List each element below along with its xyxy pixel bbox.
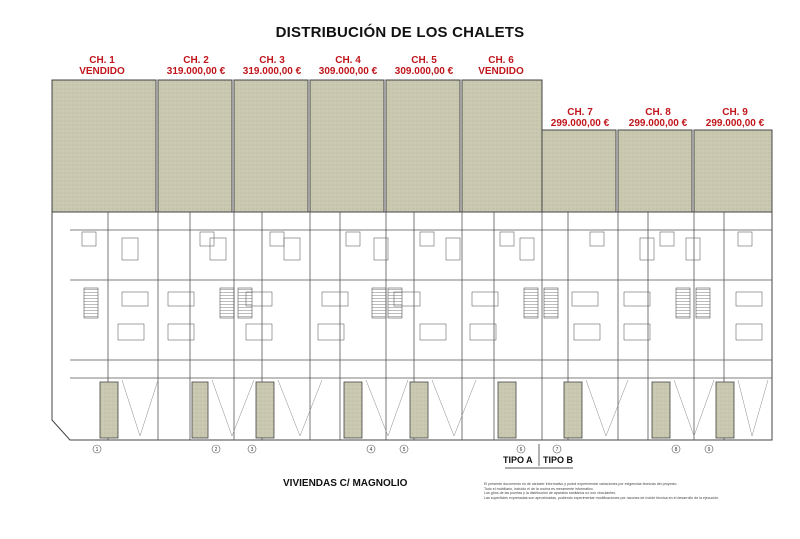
marker-3: 3	[250, 447, 254, 453]
lot-price: 299.000,00 €	[550, 118, 610, 129]
lot-price: 299.000,00 €	[705, 118, 765, 129]
driveways	[122, 380, 768, 436]
tipo-a-label: TIPO A	[503, 455, 533, 465]
garden-lot-6	[462, 80, 542, 212]
note-line: El presente documento es de carácter informativo y podrá experimentar variaciones por exigencias técnicas del proyecto.	[484, 482, 678, 486]
lot-status: VENDIDO	[79, 66, 125, 77]
garden-lot-9	[694, 130, 772, 212]
lot-name: CH. 6	[488, 55, 514, 66]
rear-gardens	[52, 80, 772, 212]
garden-lot-8	[618, 130, 692, 212]
marker-5: 5	[402, 447, 406, 453]
garden-lot-5	[386, 80, 460, 212]
lot-status: VENDIDO	[478, 66, 524, 77]
lot-name: CH. 9	[722, 107, 748, 118]
garden-lot-1	[52, 80, 156, 212]
marker-8: 8	[674, 447, 678, 453]
lot-name: CH. 8	[645, 107, 671, 118]
street-label: VIVIENDAS C/ MAGNOLIO	[283, 478, 408, 489]
lot-name: CH. 3	[259, 55, 285, 66]
marker-9: 9	[707, 447, 711, 453]
garden-lot-4	[310, 80, 384, 212]
tipo-b-label: TIPO B	[543, 455, 574, 465]
lot-price: 309.000,00 €	[318, 66, 378, 77]
garden-lot-2	[158, 80, 232, 212]
lot-price: 319.000,00 €	[166, 66, 226, 77]
lot-name: CH. 1	[89, 55, 115, 66]
front-yards	[100, 382, 734, 438]
marker-1: 1	[95, 447, 99, 453]
marker-4: 4	[369, 447, 373, 453]
furniture	[82, 232, 762, 340]
lot-name: CH. 7	[567, 107, 593, 118]
lot-name: CH. 4	[335, 55, 361, 66]
lot-name: CH. 5	[411, 55, 437, 66]
marker-6: 6	[519, 447, 523, 453]
house-marker-numbers	[96, 447, 711, 453]
page-title: DISTRIBUCIÓN DE LOS CHALETS	[275, 24, 525, 41]
stairs	[84, 288, 710, 318]
note-line: Las superficies expresadas son aproximadas, pudiendo experimentar modificaciones por razones de índole técnica en el desarrollo de la ejecución.	[484, 495, 720, 500]
marker-7: 7	[555, 447, 559, 453]
lot-name: CH. 2	[183, 55, 209, 66]
garden-lot-3	[234, 80, 308, 212]
lot-price: 319.000,00 €	[242, 66, 302, 77]
note-line: Todo el mobiliario, incluido el de la cocina es meramente informativo.	[484, 486, 594, 491]
marker-2: 2	[214, 447, 218, 453]
lot-price: 299.000,00 €	[628, 118, 688, 129]
disclaimer-notes	[484, 482, 784, 500]
lot-price: 309.000,00 €	[394, 66, 454, 77]
garden-lot-7	[542, 130, 616, 212]
note-line: Los giros de las puertas y la distribución de aparatos sanitarios no son vinculantes.	[484, 491, 617, 496]
